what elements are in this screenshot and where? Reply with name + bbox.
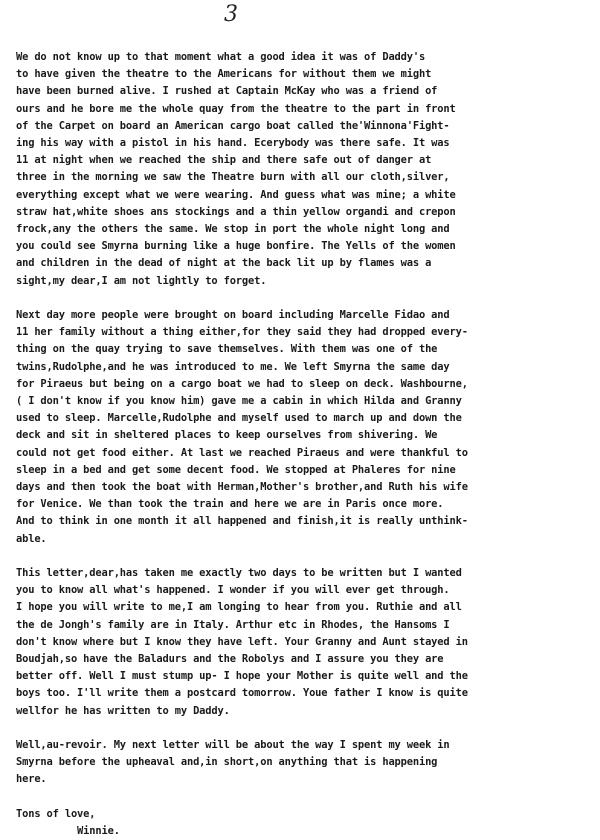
text-line: deck and sit in sheltered places to keep ourselves from shivering. We — [16, 429, 438, 442]
paragraph-news — [16, 565, 596, 720]
text-line: This letter,dear,has taken me exactly two days to be written but I wanted — [16, 567, 462, 580]
paragraph-gap — [16, 548, 596, 565]
text-line: wellfor he has written to my Daddy. — [16, 704, 230, 717]
text-line: for Venice. We than took the train and here we are in Paris once more. — [16, 498, 444, 511]
text-line: able. — [16, 532, 47, 545]
text-line: used to sleep. Marcelle,Rudolphe and myself used to march up and down the — [16, 412, 462, 425]
text-line: you could see Smyrna burning like a huge bonfire. The Yells of the women — [16, 240, 456, 253]
text-line: you to know all what's happened. I wonder if you will ever get through. — [16, 584, 450, 597]
text-line: days and then took the boat with Herman,Mother's brother,and Ruth his wife — [16, 481, 468, 494]
text-line: 11 at night when we reached the ship and there safe out of danger at — [16, 154, 432, 167]
text-line: frock,any the others the same. We stop in port the whole night long and — [16, 223, 450, 236]
text-line: and children in the dead of night at the back lit up by flames was a — [16, 257, 432, 270]
signature-block — [16, 806, 596, 840]
text-line: ours and he bore me the whole quay from the theatre to the part in front — [16, 102, 456, 115]
paragraph-theatre-fire — [16, 49, 596, 290]
text-line: I hope you will write to me,I am longing to hear from you. Ruthie and all — [16, 601, 462, 614]
text-line: We do not know up to that moment what a good idea it was of Daddy's — [16, 51, 426, 63]
text-line: thing on the quay trying to save themselves. With them was one of the — [16, 343, 438, 356]
text-line: for Piraeus but being on a cargo boat we had to sleep on deck. Washbourne, — [16, 377, 468, 390]
text-line: here. — [16, 773, 47, 786]
text-line: And to think in one month it all happened and finish,it is really unthink- — [16, 515, 468, 528]
sign-off: Tons of love, — [16, 807, 96, 820]
text-line: straw hat,white shoes ans stockings and a thin yellow organdi and crepon — [16, 205, 456, 218]
text-line: 11 her family without a thing either,for they said they had dropped every- — [16, 326, 468, 339]
text-line: don't know where but I know they have left. Your Granny and Aunt stayed in — [16, 635, 468, 648]
paragraph-closing — [16, 737, 596, 789]
text-line: Next day more people were brought on board including Marcelle Fidao and — [16, 309, 450, 322]
letter-body — [16, 49, 596, 840]
text-line: everything except what we were wearing. And guess what was mine; a white — [16, 188, 456, 201]
paragraph-gap — [16, 720, 596, 737]
text-line: sight,my dear,I am not lightly to forget. — [16, 274, 267, 287]
paragraph-voyage — [16, 307, 596, 548]
text-line: boys too. I'll write them a postcard tomorrow. Youe father I know is quite — [16, 687, 468, 700]
text-line: better off. Well I must stump up- I hope your Mother is quite well and the — [16, 670, 468, 683]
text-line: three in the morning we saw the Theatre burn with all our cloth,silver, — [16, 171, 450, 184]
text-line: have been burned alive. I rushed at Captain McKay who was a friend of — [16, 85, 438, 98]
text-line: the de Jongh's family are in Italy. Arthur etc in Rhodes, the Hansoms I — [16, 618, 450, 631]
signature: Winnie. — [16, 825, 120, 838]
paragraph-gap — [16, 290, 596, 307]
text-line: could not get food either. At last we reached Piraeus and were thankful to — [16, 446, 468, 459]
text-line: ing his way with a pistol in his hand. Ecerybody was there safe. It was — [16, 137, 450, 150]
text-line: ( I don't know if you know him) gave me a cabin in which Hilda and Granny — [16, 395, 462, 408]
text-line: to have given the theatre to the Americans for without them we might — [16, 68, 432, 81]
text-line: sleep in a bed and get some decent food. We stopped at Phaleres for nine — [16, 463, 456, 476]
text-line: of the Carpet on board an American cargo boat called the'Winnona'Fight- — [16, 119, 450, 132]
page-number: 3 — [224, 2, 238, 27]
text-line: Boudjah,so have the Baladurs and the Robolys and I assure you they are — [16, 653, 444, 666]
text-line: Smyrna before the upheaval and,in short,on anything that is happening — [16, 756, 438, 769]
text-line: twins,Rudolphe,and he was introduced to me. We left Smyrna the same day — [16, 360, 450, 373]
text-line: Well,au-revoir. My next letter will be about the way I spent my week in — [16, 739, 450, 752]
paragraph-gap — [16, 789, 596, 806]
